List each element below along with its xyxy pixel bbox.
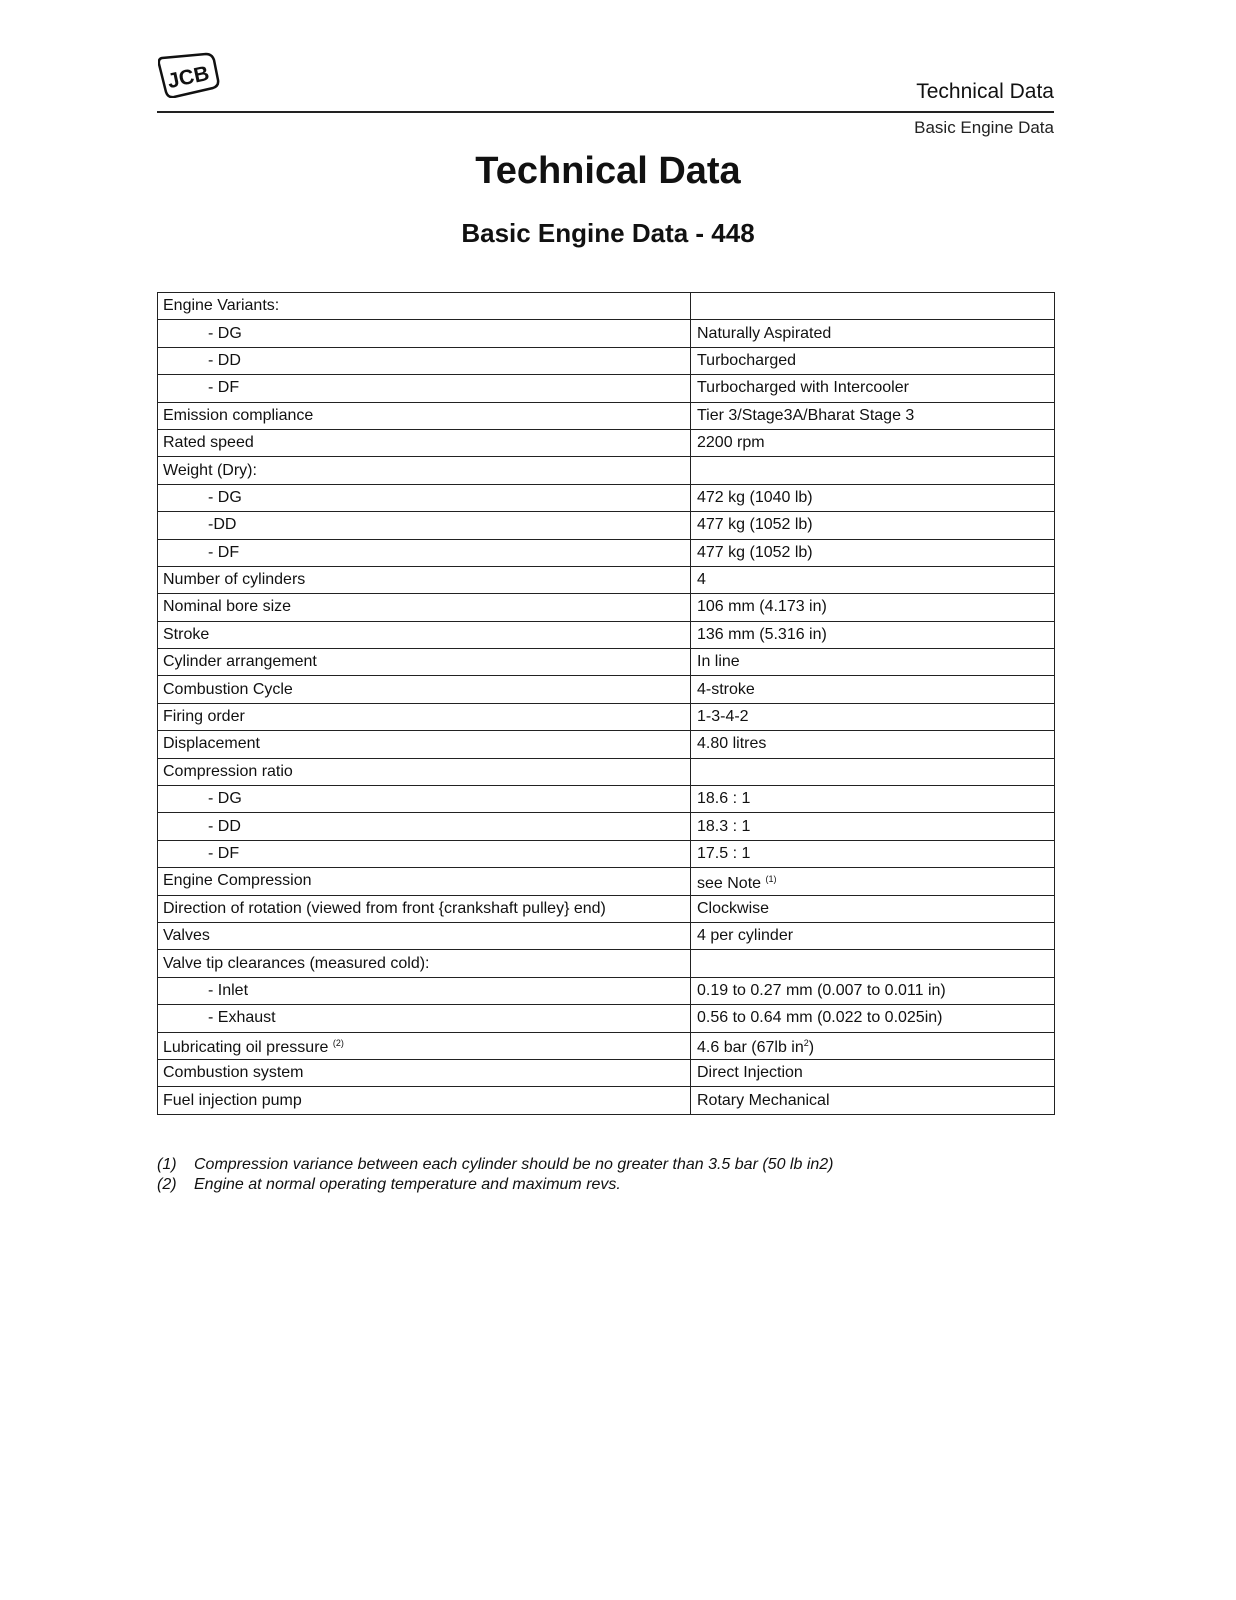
spec-label — [158, 950, 691, 977]
spec-label-text: - DF — [208, 845, 240, 862]
svg-text:JCB: JCB — [165, 61, 212, 94]
spec-value — [691, 703, 1055, 730]
spec-value-text: 1-3-4-2 — [697, 708, 749, 726]
spec-label — [158, 922, 691, 949]
spec-value — [691, 1005, 1055, 1032]
page-title: Technical Data — [475, 150, 741, 192]
spec-value — [691, 484, 1055, 511]
table-row — [158, 1059, 1055, 1086]
spec-label — [158, 703, 691, 730]
spec-value-text: 0.56 to 0.64 mm (0.022 to 0.025in) — [697, 1009, 943, 1027]
spec-label — [158, 402, 691, 429]
spec-value — [691, 786, 1055, 813]
section-subtitle: Basic Engine Data — [914, 118, 1054, 137]
table-row — [158, 840, 1055, 867]
table-row — [158, 1087, 1055, 1114]
spec-value-text: Turbocharged — [697, 351, 797, 369]
spec-label-text: Lubricating oil pressure — [163, 1039, 329, 1057]
spec-label — [158, 758, 691, 785]
spec-label — [158, 347, 691, 374]
spec-value — [691, 868, 1055, 895]
spec-value-text: Turbocharged with Intercooler — [697, 379, 909, 397]
spec-label-text: Firing order — [163, 708, 245, 726]
spec-value-text: Direct Injection — [697, 1064, 803, 1082]
spec-value — [691, 320, 1055, 347]
spec-label-text: -DD — [208, 516, 237, 534]
spec-value — [691, 1059, 1055, 1086]
table-row — [158, 922, 1055, 949]
spec-value — [691, 758, 1055, 785]
table-row — [158, 347, 1055, 374]
spec-label-text: Valve tip clearances (measured cold): — [163, 954, 430, 972]
spec-label-text: Engine Compression — [163, 872, 312, 890]
spec-value-text: 477 kg (1052 lb) — [697, 543, 813, 561]
spec-value-text: 17.5 : 1 — [697, 845, 751, 862]
footnote-ref: (1) — [765, 873, 777, 884]
spec-value — [691, 950, 1055, 977]
footnote-number: (2) — [157, 1176, 177, 1193]
spec-value — [691, 621, 1055, 648]
table-row — [158, 977, 1055, 1004]
jcb-logo — [158, 52, 220, 98]
spec-label — [158, 1087, 691, 1114]
footnote — [157, 1155, 834, 1175]
spec-label — [158, 1032, 691, 1059]
spec-label-text: - DG — [208, 324, 242, 342]
spec-label-text: Number of cylinders — [163, 571, 306, 589]
spec-value — [691, 566, 1055, 593]
table-row — [158, 293, 1055, 320]
section-title: Technical Data — [916, 80, 1054, 103]
spec-label-text: Weight (Dry): — [163, 461, 257, 479]
spec-label — [158, 1005, 691, 1032]
spec-label — [158, 594, 691, 621]
spec-label — [158, 977, 691, 1004]
spec-label-text: Compression ratio — [163, 762, 293, 780]
header-divider — [157, 111, 1054, 113]
table-row — [158, 813, 1055, 840]
spec-label — [158, 621, 691, 648]
spec-value — [691, 539, 1055, 566]
spec-value-text: 18.6 : 1 — [697, 790, 751, 808]
spec-label-text: Nominal bore size — [163, 598, 292, 616]
spec-label-text: - DD — [208, 351, 241, 369]
spec-value-text: 477 kg (1052 lb) — [697, 516, 813, 534]
spec-label-text: - Exhaust — [208, 1009, 276, 1027]
spec-label — [158, 293, 691, 320]
spec-label-text: Emission compliance — [163, 406, 314, 424]
table-row — [158, 895, 1055, 922]
spec-label-text: - DD — [208, 817, 241, 835]
spec-label-text: - DF — [208, 543, 240, 561]
spec-label — [158, 484, 691, 511]
spec-value-text: 106 mm (4.173 in) — [697, 598, 827, 616]
table-row — [158, 566, 1055, 593]
spec-label — [158, 649, 691, 676]
spec-value — [691, 347, 1055, 374]
spec-label — [158, 539, 691, 566]
spec-value — [691, 1032, 1055, 1059]
table-row — [158, 320, 1055, 347]
spec-label — [158, 731, 691, 758]
spec-label-text: Cylinder arrangement — [163, 653, 317, 671]
footnote-text: Engine at normal operating temperature and maximum revs. — [194, 1176, 621, 1193]
spec-label — [158, 457, 691, 484]
spec-value-text: In line — [697, 653, 740, 671]
spec-label — [158, 429, 691, 456]
table-row — [158, 621, 1055, 648]
spec-value — [691, 594, 1055, 621]
spec-label-text: Combustion system — [163, 1064, 304, 1082]
superscript: 2 — [803, 1038, 809, 1049]
spec-value-text: 136 mm (5.316 in) — [697, 625, 827, 643]
table-row — [158, 1032, 1055, 1059]
spec-label-text: Displacement — [163, 735, 260, 753]
footnote-text: Compression variance between each cylinder should be no greater than 3.5 bar (50 lb in2) — [194, 1156, 834, 1173]
spec-value — [691, 293, 1055, 320]
spec-label-text: Combustion Cycle — [163, 680, 293, 698]
spec-label — [158, 1059, 691, 1086]
spec-label — [158, 840, 691, 867]
footnote — [157, 1175, 834, 1195]
footnotes — [157, 1155, 834, 1195]
table-row — [158, 868, 1055, 895]
spec-value-suffix: ) — [808, 1039, 815, 1057]
table-row — [158, 786, 1055, 813]
spec-value — [691, 402, 1055, 429]
spec-label — [158, 512, 691, 539]
table-row — [158, 731, 1055, 758]
table-row — [158, 950, 1055, 977]
spec-label — [158, 320, 691, 347]
spec-label — [158, 868, 691, 895]
spec-value — [691, 512, 1055, 539]
spec-value — [691, 649, 1055, 676]
spec-value-text: see Note — [697, 874, 762, 892]
spec-value — [691, 457, 1055, 484]
table-row — [158, 594, 1055, 621]
spec-label-text: Rated speed — [163, 434, 254, 452]
spec-value-text: 4.80 litres — [697, 735, 767, 753]
spec-value-text: 4-stroke — [697, 680, 755, 698]
table-row — [158, 375, 1055, 402]
footnote-ref: (2) — [332, 1038, 344, 1049]
footnote-number: (1) — [157, 1156, 177, 1173]
engine-data-table — [157, 292, 1055, 1115]
spec-label — [158, 786, 691, 813]
spec-label — [158, 566, 691, 593]
spec-value — [691, 375, 1055, 402]
spec-value — [691, 1087, 1055, 1114]
spec-value — [691, 731, 1055, 758]
spec-label — [158, 375, 691, 402]
spec-label — [158, 813, 691, 840]
table-row — [158, 402, 1055, 429]
spec-label — [158, 676, 691, 703]
spec-value-text: 0.19 to 0.27 mm (0.007 to 0.011 in) — [697, 981, 946, 999]
spec-value-text: Naturally Aspirated — [697, 324, 832, 342]
spec-label-text: - Inlet — [208, 981, 249, 999]
spec-label-text: - DF — [208, 379, 240, 397]
table-row — [158, 429, 1055, 456]
spec-value-text: 4.6 bar (67lb in — [697, 1039, 804, 1057]
table-row — [158, 539, 1055, 566]
spec-label-text: Engine Variants: — [163, 297, 280, 315]
spec-value-text: 472 kg (1040 lb) — [697, 488, 813, 506]
spec-value-text: 4 per cylinder — [697, 927, 794, 945]
spec-label — [158, 895, 691, 922]
spec-value-text: Tier 3/Stage3A/Bharat Stage 3 — [697, 406, 915, 424]
spec-value-text: 2200 rpm — [697, 434, 765, 452]
page-subtitle: Basic Engine Data - 448 — [461, 218, 755, 248]
table-row — [158, 484, 1055, 511]
table-row — [158, 649, 1055, 676]
spec-label-text: Valves — [163, 927, 210, 945]
spec-value-text: Rotary Mechanical — [697, 1091, 830, 1109]
spec-value — [691, 840, 1055, 867]
table-row — [158, 703, 1055, 730]
spec-label-text: Stroke — [163, 625, 210, 643]
table-row — [158, 512, 1055, 539]
spec-label-text: - DG — [208, 488, 242, 506]
spec-value-text: 18.3 : 1 — [697, 817, 751, 835]
spec-value-text: 4 — [697, 571, 706, 589]
spec-value — [691, 977, 1055, 1004]
table-row — [158, 457, 1055, 484]
spec-label-text: Direction of rotation (viewed from front {crankshaft pulley} end) — [163, 899, 606, 917]
table-row — [158, 676, 1055, 703]
table-row — [158, 758, 1055, 785]
spec-value — [691, 676, 1055, 703]
spec-value — [691, 429, 1055, 456]
spec-label-text: - DG — [208, 790, 242, 808]
spec-value — [691, 813, 1055, 840]
spec-value — [691, 922, 1055, 949]
spec-value — [691, 895, 1055, 922]
spec-value-text: Clockwise — [697, 899, 770, 917]
table-row — [158, 1005, 1055, 1032]
spec-label-text: Fuel injection pump — [163, 1091, 302, 1109]
